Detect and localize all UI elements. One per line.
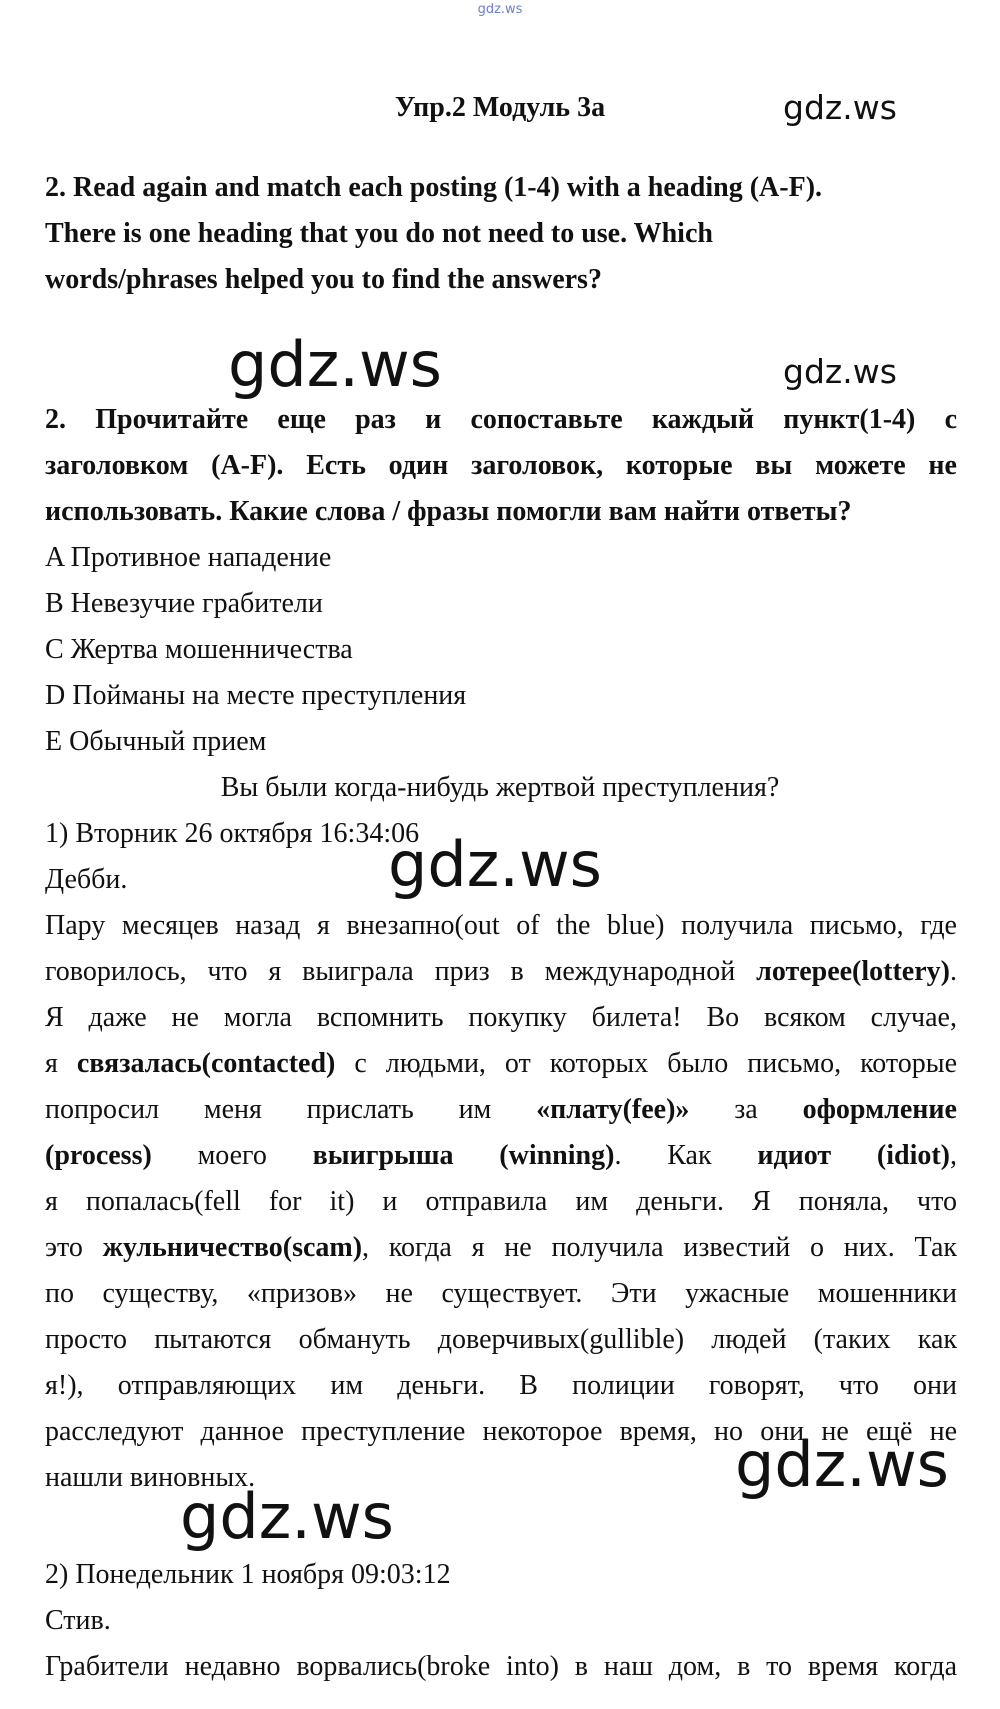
bold-term: идиот (idiot) xyxy=(757,1140,950,1171)
text: говорилось, что я выиграла приз в международной xyxy=(45,956,757,987)
bold-term: (process) xyxy=(45,1140,152,1171)
bold-term: оформление xyxy=(802,1094,957,1125)
russian-task-line: заголовком (A-F). Есть один заголовок, которые вы можете не xyxy=(45,450,957,481)
post-1-line: Я даже не могла вспомнить покупку билета! Во всяком случае, xyxy=(45,1002,957,1033)
text: , когда я не получила известий о них. Так xyxy=(362,1232,957,1263)
watermark: gdz.ws xyxy=(180,1480,394,1553)
watermark: gdz.ws xyxy=(228,328,442,401)
heading-item: A Противное нападение xyxy=(45,542,332,573)
text: я xyxy=(45,1048,77,1079)
post-1-line xyxy=(45,1041,957,1087)
text: . Как xyxy=(614,1140,758,1171)
text: это xyxy=(45,1232,103,1263)
english-task-line: words/phrases helped you to find the answers? xyxy=(45,264,602,295)
post-1-line: нашли виновных. xyxy=(45,1462,256,1493)
text: . xyxy=(950,956,957,987)
watermark: gdz.ws xyxy=(783,88,897,127)
post-1-author: Дебби. xyxy=(45,864,128,895)
post-1-line: расследуют данное преступление некоторое время, но они не ещё не xyxy=(45,1416,957,1447)
post-1-line xyxy=(45,1133,957,1179)
watermark: gdz.ws xyxy=(388,828,602,901)
post-2-date: 2) Понедельник 1 ноября 09:03:12 xyxy=(45,1559,451,1590)
watermark: gdz.ws xyxy=(735,1428,949,1501)
page-title: Упр.2 Модуль 3а xyxy=(394,92,606,123)
post-1-date: 1) Вторник 26 октября 16:34:06 xyxy=(45,818,420,849)
post-2-body xyxy=(45,1644,957,1690)
english-task-line: There is one heading that you do not need to use. Which xyxy=(45,218,713,249)
heading-item: B Невезучие грабители xyxy=(45,588,323,619)
post-2-line: Грабители недавно ворвались(broke into) в наш дом, в то время когда xyxy=(45,1651,957,1682)
bold-term: «плату(fee)» xyxy=(536,1094,690,1125)
top-watermark: gdz.ws xyxy=(477,2,523,17)
post-1-line: я попалась(fell for it) и отправила им деньги. Я поняла, что xyxy=(45,1186,957,1217)
bold-term: выигрыша (winning) xyxy=(312,1140,615,1171)
post-1-line: Пару месяцев назад я внезапно(out of the blue) получила письмо, где xyxy=(45,910,957,941)
text: , xyxy=(950,1140,957,1171)
text: попросил меня прислать им xyxy=(45,1094,537,1125)
post-2-author: Стив. xyxy=(45,1605,111,1636)
russian-task-line: 2. Прочитайте еще раз и сопоставьте каждый пункт(1-4) с xyxy=(45,404,957,435)
text: моего xyxy=(151,1140,313,1171)
watermark: gdz.ws xyxy=(783,352,897,391)
heading-item: C Жертва мошенничества xyxy=(45,634,353,665)
post-1-line xyxy=(45,1087,957,1133)
post-1-line: просто пытаются обмануть доверчивых(gullible) людей (таких как xyxy=(45,1324,957,1355)
heading-item: D Пойманы на месте преступления xyxy=(45,680,467,711)
post-1-line xyxy=(45,949,957,995)
russian-task-line: использовать. Какие слова / фразы помогли вам найти ответы? xyxy=(45,496,852,527)
heading-item: E Обычный прием xyxy=(45,726,267,757)
post-1-line: я!), отправляющих им деньги. В полиции говорят, что они xyxy=(45,1370,957,1401)
question-line: Вы были когда-нибудь жертвой преступления? xyxy=(220,772,780,803)
post-1-line xyxy=(45,1225,957,1271)
text: за xyxy=(689,1094,803,1125)
text: с людьми, от которых было письмо, которые xyxy=(335,1048,957,1079)
bold-term: жульничество(scam) xyxy=(102,1232,363,1263)
english-task-line: 2. Read again and match each posting (1-4) with a heading (A-F). xyxy=(45,172,823,203)
post-1-body xyxy=(45,903,957,1501)
russian-task xyxy=(45,397,957,535)
bold-term: связалась(contacted) xyxy=(76,1048,336,1079)
bold-term: лотерее(lottery) xyxy=(756,956,950,987)
post-1-line: по существу, «призов» не существует. Эти ужасные мошенники xyxy=(45,1278,957,1309)
